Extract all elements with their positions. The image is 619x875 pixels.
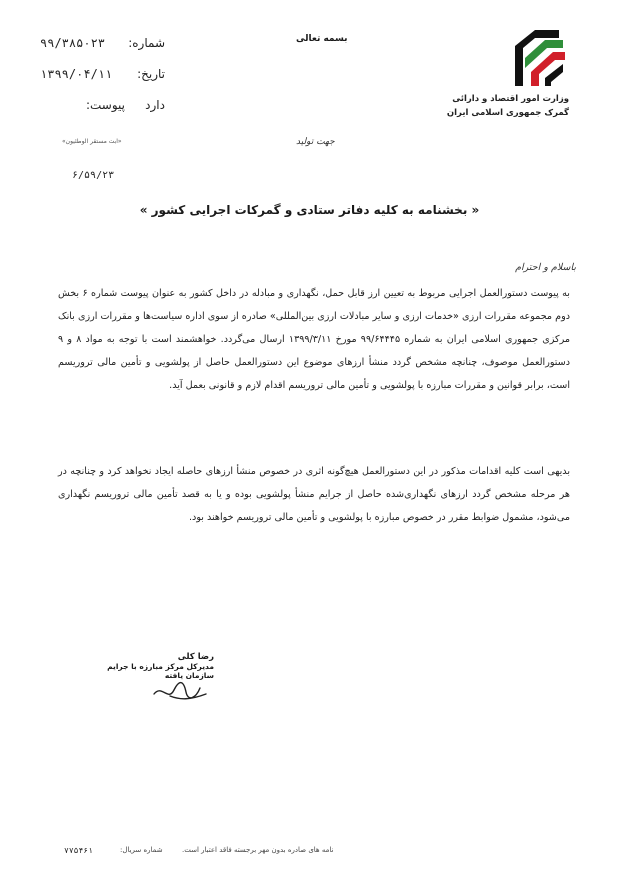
signature-scribble-icon xyxy=(150,676,210,704)
body-paragraph-1: به پیوست دستورالعمل اجرایی مربوط به تعیین ارز قابل حمل، نگهداری و مبادله در داخل کشور به عنوان پیوست شماره ۶ بخش دوم مجموعه مقررات ارزی «خدمات ارزی و سایر مبادلات ارزی بین‌المللی» صادره از سوی اداره سیاست‌ها و مقررات ارزی بانک مرکزی جمهوری اسلامی ایران به شماره ۹۹/۶۴۴۴۵ مورخ ۱۳۹۹/۳/۱۱ ارسال می‌گردد. خواهشمند است با توجه به مواد ۸ و ۹ دستورالعمل موصوف، چنانچه مشخص گردد منشأ ارزهای موضوع این دستورالعمل حاصل از پولشویی و تأمین مالی تروریسم است، برابر قوانین و مقررات مبارزه با پولشویی و تأمین مالی تروریسم اقدام لازم و قانونی بعمل آید. xyxy=(58,288,571,391)
letter-date-value: ۱۳۹۹/۰۴/۱۱ xyxy=(40,67,113,81)
organization-name: گمرک جمهوری اسلامی ایران xyxy=(446,108,569,118)
attachment-value: دارد xyxy=(145,98,165,112)
handwritten-signature xyxy=(150,676,210,708)
attachment-row xyxy=(40,98,165,118)
salutation: باسلام و احترام xyxy=(515,262,576,273)
signer-title: مدیرکل مرکز مبارزه با جرایم سازمان یافته xyxy=(107,662,214,680)
letter-title: « بخشنامه به کلیه دفاتر ستادی و گمرکات اجرایی کشور » xyxy=(139,203,480,217)
customs-logo-icon xyxy=(505,26,569,90)
letter-date-row xyxy=(40,67,165,87)
letter-number-row xyxy=(40,36,165,56)
attachment-label: پیوست: xyxy=(85,98,125,112)
handwritten-note: جهت تولید xyxy=(296,137,335,147)
letter-number-label: شماره: xyxy=(128,36,165,50)
customs-logo xyxy=(505,26,569,90)
reference-number: ۶/۵۹/۲۳ xyxy=(72,170,115,181)
letter-date-label: تاریخ: xyxy=(137,67,165,81)
letter-number-value: ۹۹/۳۸۵۰۲۳ xyxy=(40,36,106,50)
small-note: «ابت مستقر الوطئیون» xyxy=(62,138,122,145)
basmala: بسمه تعالی xyxy=(296,34,348,44)
footer-serial-value: ۷۷۵۴۶۱ xyxy=(64,846,93,855)
body-paragraph-2: بدیهی است کلیه اقدامات مذکور در این دستورالعمل هیچ‌گونه اثری در خصوص منشأ ارزهای حاصله ایجاد نخواهد کرد و چنانچه در هر مرحله مشخص گردد ارزهای نگهداری‌شده حاصل از جرایم منشأ پولشویی بوده و یا به قصد تأمین مالی تروریسم نگهداری می‌شود، مشمول ضوابط مقرر در خصوص مبارزه با پولشویی و تأمین مالی تروریسم خواهند بود. xyxy=(58,466,570,523)
ministry-name: وزارت امور اقتصاد و دارائی xyxy=(452,94,569,104)
signer-name: رضا کلی xyxy=(177,652,214,662)
organization-heading xyxy=(447,92,569,120)
footer-serial-label: شماره سریال: xyxy=(120,846,163,854)
footer-validity-note: نامه های صادره بدون مهر برجسته فاقد اعتبار است. xyxy=(182,846,334,854)
